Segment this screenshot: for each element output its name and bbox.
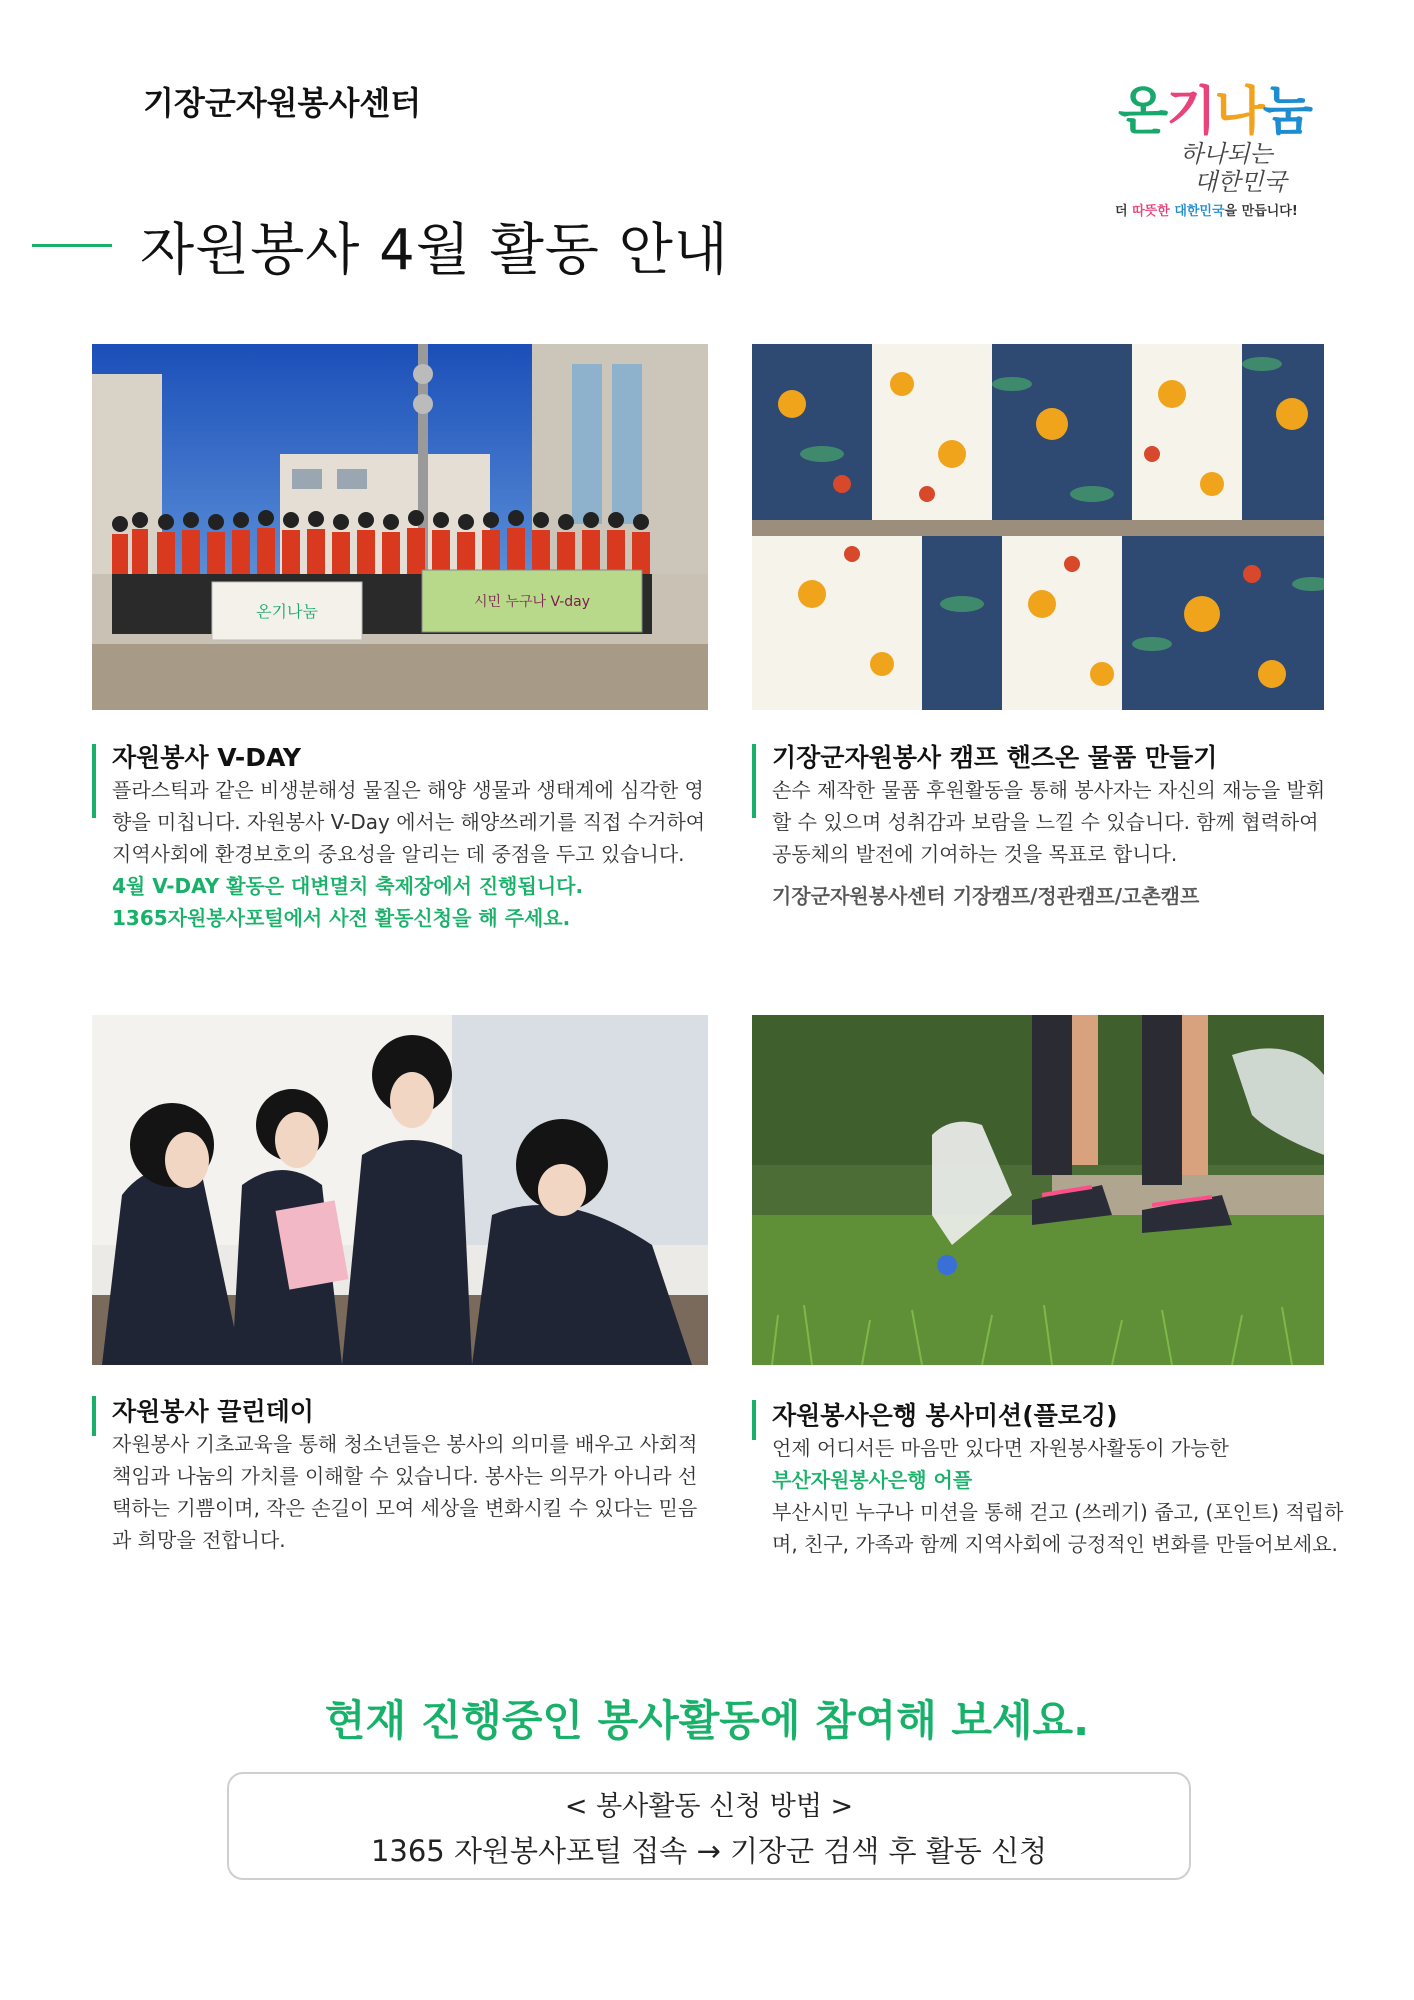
bank-app-name: 부산자원봉사은행 어플 — [772, 1468, 973, 1492]
call-to-action: 현재 진행중인 봉사활동에 참여해 보세요. — [324, 1696, 1090, 1745]
how-to-apply-title: < 봉사활동 신청 방법 > — [564, 1791, 854, 1822]
org-name: 기장군자원봉사센터 — [143, 84, 422, 122]
svg-text:시민 누구나 V-day: 시민 누구나 V-day — [473, 594, 591, 610]
page-title: 자원봉사 4월 활동 안내 — [140, 218, 729, 283]
students-photo — [92, 1015, 708, 1365]
logo-wordmark: 온기나눔 — [1118, 82, 1311, 142]
section-body-vday: 플라스틱과 같은 비생분해성 물질은 해양 생물과 생태계에 심각한 영향을 미칩니다. 자원봉사 V-Day 에서는 해양쓰레기를 직접 수거하여 지역사회에 환경보호의 중요성을 알리는 데 중점을 두고 있습니다. 4월 V-DAY 활동은 대변멸치 축제장에서 진행됩니다. 1365자원봉사포털에서 사전 활동신청을 해 주세요. — [112, 774, 706, 934]
svg-text:온기나눔: 온기나눔 — [256, 602, 318, 621]
vday-location-note: 4월 V-DAY 활동은 대변멸치 축제장에서 진행됩니다. — [112, 874, 584, 898]
section-accent-bar — [92, 1396, 96, 1436]
logo-subline-2: 대한민국 — [1194, 168, 1287, 196]
campaign-logo — [1118, 82, 1328, 216]
logo-slogan: 더 따뜻한 대한민국을 만듭니다! — [1115, 204, 1298, 219]
section-body-cleanday: 자원봉사 기초교육을 통해 청소년들은 봉사의 의미를 배우고 사회적 책임과 나눔의 가치를 이해할 수 있습니다. 봉사는 의무가 아니라 선택하는 기쁨이며, 작은 손길이 모여 세상을 변화시킬 수 있다는 믿음과 희망을 전합니다. — [112, 1432, 698, 1552]
section-title-cleanday: 자원봉사 끌린데이 — [112, 1397, 314, 1426]
vday-group-photo — [92, 344, 708, 710]
handmade-fabric-photo — [752, 344, 1324, 710]
section-body-plogging: 언제 어디서든 마음만 있다면 자원봉사활동이 가능한 부산자원봉사은행 어플 부산시민 누구나 미션을 통해 걷고 (쓰레기) 줍고, (포인트) 적립하며, 친구, 가족과 함께 지역사회에 긍정적인 변화를 만들어보세요. — [772, 1432, 1362, 1560]
section-title-plogging: 자원봉사은행 봉사미션(플로깅) — [772, 1401, 1118, 1430]
section-body-handson: 손수 제작한 물품 후원활동을 통해 봉사자는 자신의 재능을 발휘할 수 있으며 성취감과 보람을 느낄 수 있습니다. 함께 협력하여 공동체의 발전에 기여하는 것을 목표로 합니다. 기장군자원봉사센터 기장캠프/정관캠프/고촌캠프 — [772, 774, 1332, 912]
vday-signup-note: 1365자원봉사포털에서 사전 활동신청을 해 주세요. — [112, 906, 571, 930]
logo-subline-1: 하나되는 — [1180, 140, 1273, 168]
how-to-apply-steps: 1365 자원봉사포털 접속 → 기장군 검색 후 활동 신청 — [370, 1834, 1048, 1868]
section-accent-bar — [92, 744, 96, 818]
section-accent-bar — [752, 744, 756, 818]
section-title-handson: 기장군자원봉사 캠프 핸즈온 물품 만들기 — [772, 743, 1218, 772]
how-to-apply-box — [227, 1772, 1191, 1880]
camp-list: 기장군자원봉사센터 기장캠프/정관캠프/고촌캠프 — [772, 884, 1200, 908]
title-accent-line — [32, 244, 112, 247]
section-title-vday: 자원봉사 V-DAY — [112, 743, 302, 772]
plogging-photo — [752, 1015, 1324, 1365]
section-accent-bar — [752, 1400, 756, 1440]
